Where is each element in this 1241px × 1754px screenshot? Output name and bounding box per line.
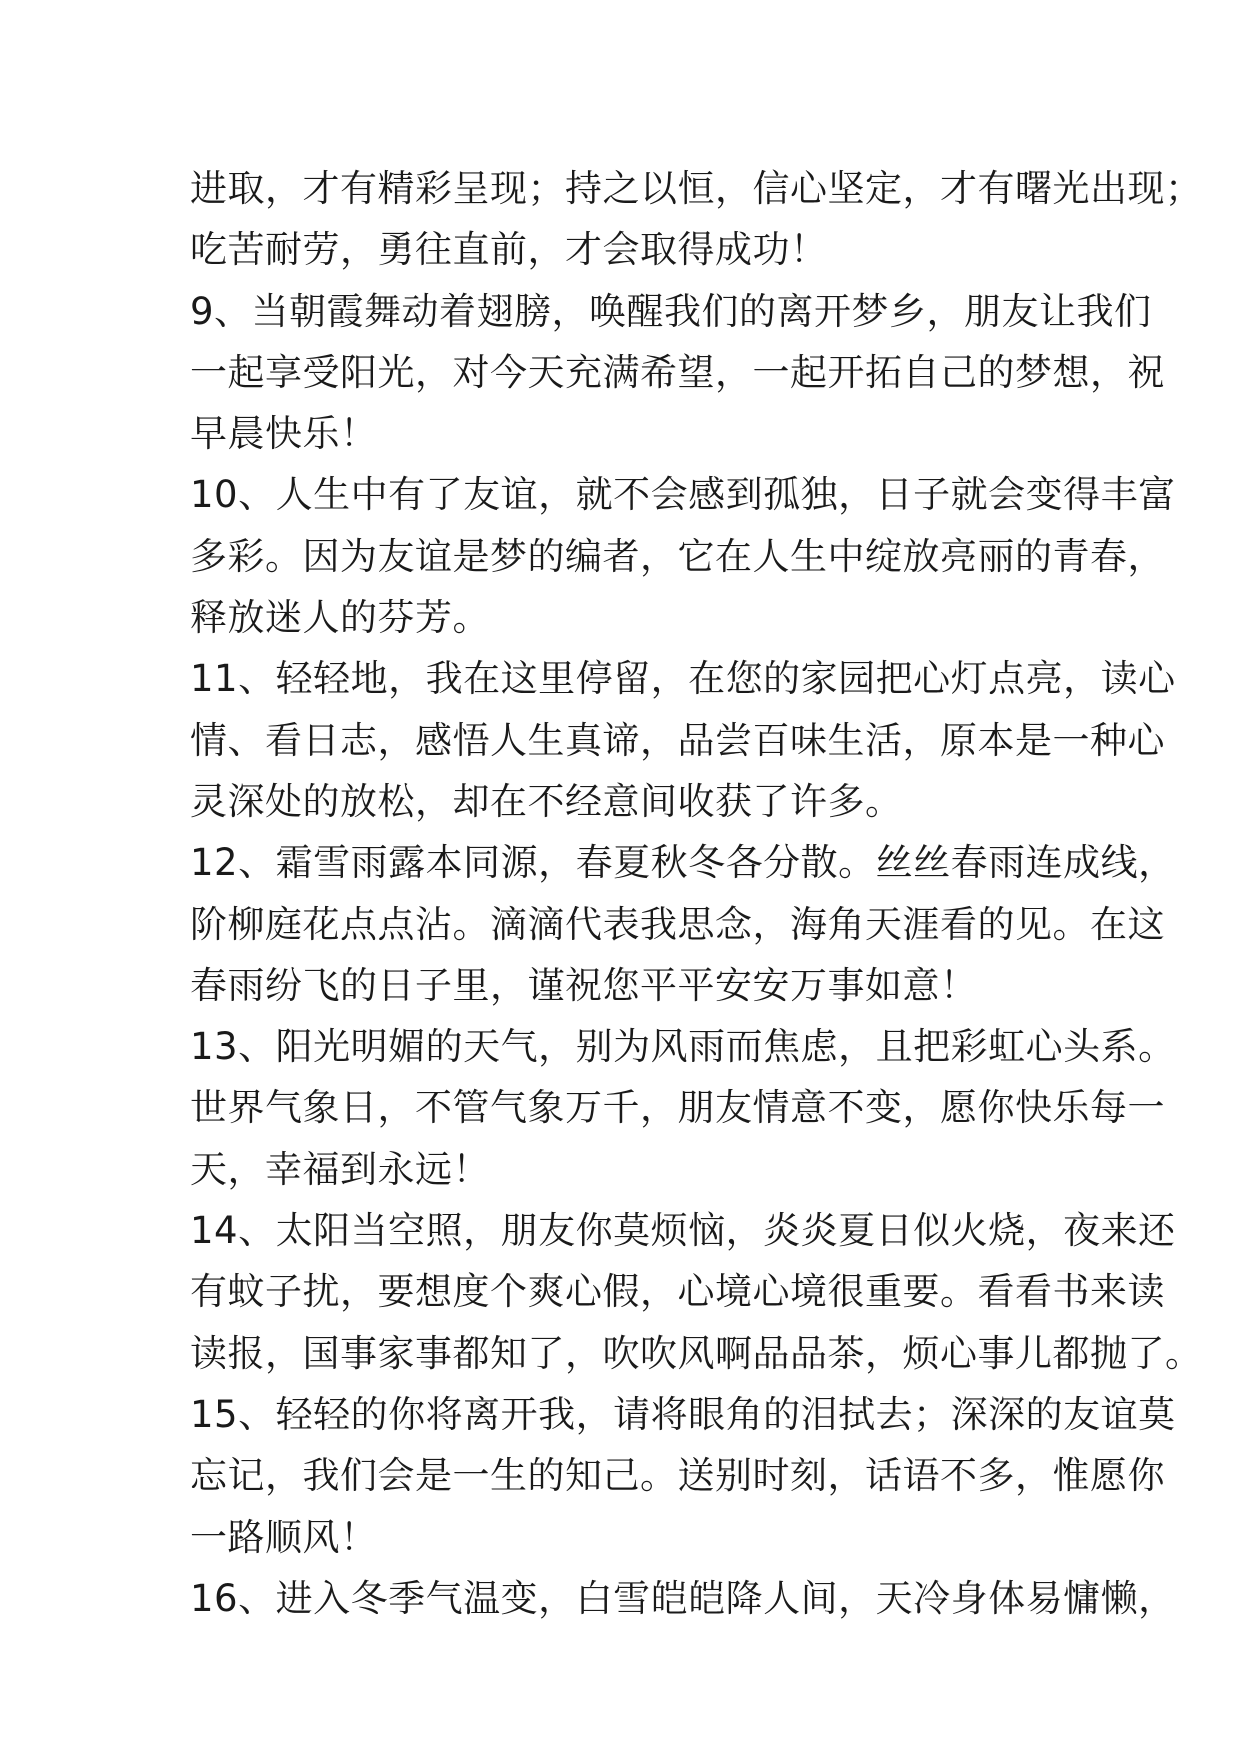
text-line: 天，幸福到永远！ bbox=[190, 1147, 490, 1191]
text-line: 灵深处的放松，却在不经意间收获了许多。 bbox=[190, 779, 903, 823]
text-line: 吃苦耐劳，勇往直前，才会取得成功！ bbox=[190, 228, 828, 272]
text-line: 12、霜雪雨露本同源，春夏秋冬各分散。丝丝春雨连成线， bbox=[190, 841, 1176, 885]
text-line: 释放迷人的芬芳。 bbox=[190, 596, 490, 640]
body-text bbox=[190, 158, 1203, 1629]
text-line: 9、当朝霞舞动着翅膀，唤醒我们的离开梦乡，朋友让我们 bbox=[190, 289, 1152, 333]
text-line: 14、太阳当空照，朋友你莫烦恼，炎炎夏日似火烧，夜来还 bbox=[190, 1209, 1176, 1253]
text-line: 早晨快乐！ bbox=[190, 412, 378, 456]
text-line: 读报，国事家事都知了，吹吹风啊品品茶，烦心事儿都抛了。 bbox=[190, 1331, 1203, 1375]
text-line: 世界气象日，不管气象万千，朋友情意不变，愿你快乐每一 bbox=[190, 1086, 1165, 1130]
text-line: 10、人生中有了友谊，就不会感到孤独，日子就会变得丰富 bbox=[190, 473, 1176, 517]
text-line: 15、轻轻的你将离开我，请将眼角的泪拭去；深深的友谊莫 bbox=[190, 1392, 1176, 1436]
text-line: 春雨纷飞的日子里，谨祝您平平安安万事如意！ bbox=[190, 963, 978, 1007]
text-line: 13、阳光明媚的天气，别为风雨而焦虑，且把彩虹心头系。 bbox=[190, 1025, 1176, 1069]
text-line: 一起享受阳光，对今天充满希望，一起开拓自己的梦想，祝 bbox=[190, 350, 1165, 394]
text-line: 11、轻轻地，我在这里停留，在您的家园把心灯点亮，读心 bbox=[190, 657, 1176, 701]
text-line: 进取，才有精彩呈现；持之以恒，信心坚定，才有曙光出现； bbox=[190, 167, 1203, 210]
text-line: 阶柳庭花点点沾。滴滴代表我思念，海角天涯看的见。在这 bbox=[190, 902, 1165, 946]
text-line: 情、看日志，感悟人生真谛，品尝百味生活，原本是一种心 bbox=[190, 718, 1165, 762]
text-line: 有蚊子扰，要想度个爽心假，心境心境很重要。看看书来读 bbox=[190, 1270, 1165, 1314]
text-line: 多彩。因为友谊是梦的编者，它在人生中绽放亮丽的青春， bbox=[190, 534, 1165, 578]
text-line: 16、进入冬季气温变，白雪皑皑降人间，天冷身体易慵懒， bbox=[190, 1576, 1176, 1620]
text-line: 一路顺风！ bbox=[190, 1515, 378, 1559]
text-line: 忘记，我们会是一生的知己。送别时刻，话语不多，惟愿你 bbox=[190, 1454, 1165, 1498]
